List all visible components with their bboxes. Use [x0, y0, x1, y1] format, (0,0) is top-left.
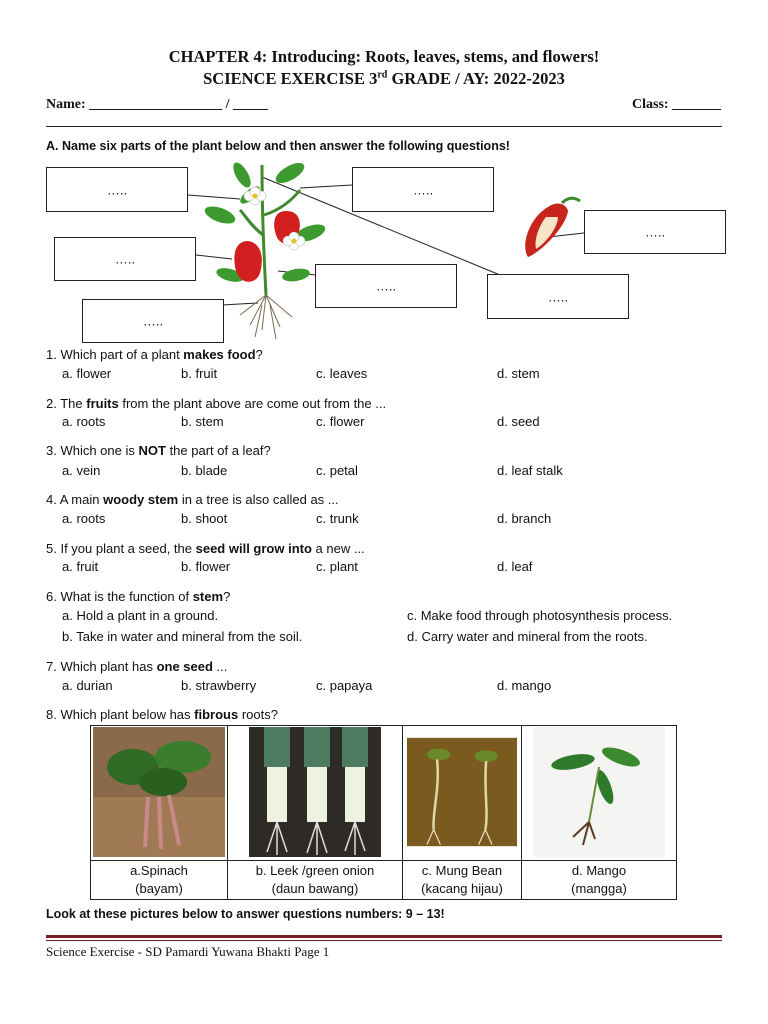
q4-option-a[interactable]: a. roots [62, 511, 106, 526]
q4-option-c[interactable]: c. trunk [316, 511, 359, 526]
q7-option-b[interactable]: b. strawberry [181, 678, 257, 693]
name-field[interactable]: Name: ___________________ / _____ [46, 97, 269, 112]
question-7: 7. Which plant has one seed ... [46, 659, 228, 674]
mung-bean-cell[interactable] [403, 726, 522, 861]
q3-option-c[interactable]: c. petal [316, 463, 358, 478]
look-note: Look at these pictures below to answer questions numbers: 9 – 13! [46, 907, 445, 921]
header-divider [46, 126, 722, 127]
label-box-3[interactable]: ….. [54, 237, 196, 281]
q5-option-b[interactable]: b. flower [181, 559, 231, 574]
mung-bean-image [407, 727, 517, 857]
leek-cell[interactable] [228, 726, 403, 861]
chapter-title: CHAPTER 4: Introducing: Roots, leaves, stems, and flowers! [168, 47, 600, 66]
mango-cell[interactable] [522, 726, 677, 861]
q3-option-a[interactable]: a. vein [62, 463, 101, 478]
mung-bean-caption: c. Mung Bean (kacang hijau) [403, 861, 522, 900]
sliced-pepper-icon [525, 198, 580, 257]
question-8: 8. Which plant below has fibrous roots? [46, 707, 278, 722]
q1-option-b[interactable]: b. fruit [181, 366, 218, 381]
class-field[interactable]: Class: _______ [632, 97, 722, 112]
label-box-2[interactable]: ….. [352, 167, 494, 212]
q6-option-b[interactable]: b. Take in water and mineral from the soil. [62, 629, 303, 644]
question-3: 3. Which one is NOT the part of a leaf? [46, 443, 271, 458]
q2-option-d[interactable]: d. seed [497, 414, 540, 429]
footer-rule-thick [46, 935, 722, 938]
question-1: 1. Which part of a plant makes food? [46, 347, 263, 362]
question-5: 5. If you plant a seed, the seed will grow into a new ... [46, 541, 365, 556]
label-box-7[interactable]: ….. [584, 210, 726, 254]
question-6: 6. What is the function of stem? [46, 589, 231, 604]
roots-comparison-table [90, 725, 677, 900]
mango-caption: d. Mango (mangga) [522, 861, 677, 900]
roots-icon [240, 295, 292, 339]
label-box-4[interactable]: ….. [315, 264, 457, 308]
spinach-image [93, 727, 225, 857]
q2-option-c[interactable]: c. flower [316, 414, 365, 429]
mango-seedling-image [533, 727, 665, 857]
q5-option-d[interactable]: d. leaf [497, 559, 533, 574]
question-2: 2. The fruits from the plant above are come out from the ... [46, 396, 387, 411]
q7-option-c[interactable]: c. papaya [316, 678, 373, 693]
q4-option-b[interactable]: b. shoot [181, 511, 228, 526]
q2-option-a[interactable]: a. roots [62, 414, 106, 429]
q4-option-d[interactable]: d. branch [497, 511, 552, 526]
q3-option-b[interactable]: b. blade [181, 463, 228, 478]
label-box-5[interactable]: ….. [82, 299, 224, 343]
spinach-cell[interactable] [91, 726, 228, 861]
q1-option-a[interactable]: a. flower [62, 366, 112, 381]
footer-rule-thin [46, 940, 722, 941]
q6-option-d[interactable]: d. Carry water and mineral from the roots. [407, 629, 648, 644]
q1-option-d[interactable]: d. stem [497, 366, 540, 381]
q1-option-c[interactable]: c. leaves [316, 366, 368, 381]
q6-option-c[interactable]: c. Make food through photosynthesis process. [407, 608, 673, 623]
q5-option-c[interactable]: c. plant [316, 559, 358, 574]
q7-option-a[interactable]: a. durian [62, 678, 113, 693]
section-a-instruction: A. Name six parts of the plant below and then answer the following questions! [46, 139, 510, 153]
question-4: 4. A main woody stem in a tree is also called as ... [46, 492, 339, 507]
q2-option-b[interactable]: b. stem [181, 414, 224, 429]
leek-caption: b. Leek /green onion (daun bawang) [228, 861, 403, 900]
label-box-6[interactable]: ….. [487, 274, 629, 319]
q3-option-d[interactable]: d. leaf stalk [497, 463, 563, 478]
exercise-subtitle: SCIENCE EXERCISE 3rd GRADE / AY: 2022-2023 [203, 69, 565, 88]
label-box-1[interactable]: ….. [46, 167, 188, 212]
spinach-caption: a.Spinach (bayam) [91, 861, 228, 900]
q6-option-a[interactable]: a. Hold a plant in a ground. [62, 608, 219, 623]
footer-text: Science Exercise - SD Pamardi Yuwana Bhakti Page 1 [46, 944, 330, 959]
q7-option-d[interactable]: d. mango [497, 678, 552, 693]
leek-image [249, 727, 381, 857]
q5-option-a[interactable]: a. fruit [62, 559, 99, 574]
